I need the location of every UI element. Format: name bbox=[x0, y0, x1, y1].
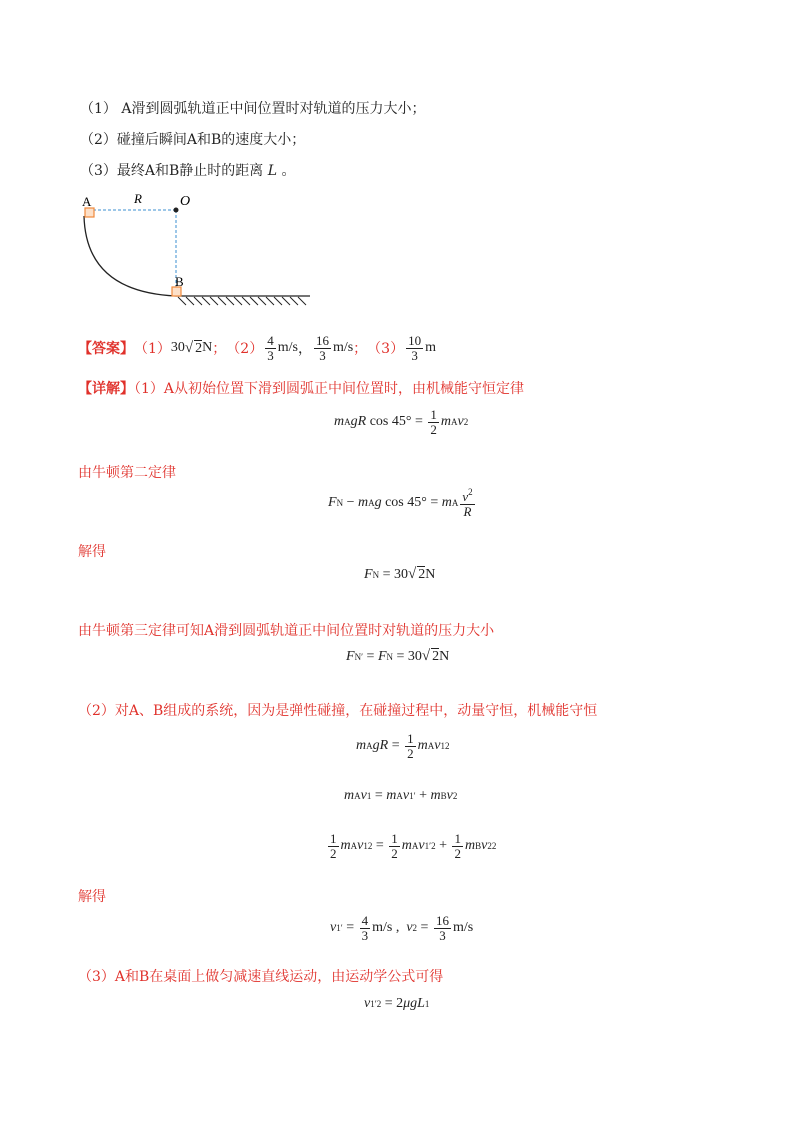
question-3-var: L bbox=[267, 163, 278, 179]
detail-tag: 【详解】 bbox=[78, 381, 134, 397]
detail-line-1: 【详解】（1）A从初始位置下滑到圆弧正中间位置时，由机械能守恒定律 bbox=[78, 381, 525, 397]
question-1: （1） A滑到圆弧轨道正中间位置时对轨道的压力大小； bbox=[80, 101, 426, 117]
question-2: （2）碰撞后瞬间A和B的速度大小； bbox=[80, 132, 306, 148]
answer-line: 【答案】 （1） 30 √ 2 N ； （2） $\frac{4}{3}$ m/s ， $\frac{16}{3}$ m/s ； （3） $\frac{10}{3}$ m bbox=[78, 333, 436, 363]
equation-newton-3: F N ′ = F N = 30 √ 2 N bbox=[346, 648, 450, 664]
equation-energy-2: m A gR = $\frac{1}{2}$ m A v 1 2 bbox=[356, 731, 450, 761]
answer-3-value: $\frac{10}{3}$ m bbox=[408, 333, 436, 363]
question-3-text: （3）最终A和B静止时的距离 bbox=[80, 163, 264, 179]
detail-line-3: 解得 bbox=[78, 544, 106, 560]
question-3-end: 。 bbox=[281, 163, 296, 179]
detail-line-7: （3）A和B在桌面上做匀减速直线运动，由运动学公式可得 bbox=[78, 969, 444, 985]
detail-line-2: 由牛顿第二定律 bbox=[78, 465, 176, 481]
equation-fn-result: F N = 30 √ 2 N bbox=[364, 566, 436, 582]
equation-newton-2: F N − m A g cos 45° = m A $\frac{v^2}{R}$ bbox=[328, 487, 473, 519]
answer-2a-value: $\frac{4}{3}$ m/s bbox=[267, 333, 298, 363]
answer-part-3: （3） bbox=[367, 341, 405, 358]
answer-tag: 【答案】 bbox=[78, 341, 134, 358]
label-b: B bbox=[175, 274, 184, 289]
label-a: A bbox=[82, 194, 92, 209]
label-r: R bbox=[134, 191, 142, 206]
equation-momentum: m A v 1 = m A v 1 ′ + m B v 2 bbox=[344, 788, 458, 803]
track-figure bbox=[78, 188, 318, 308]
answer-1-value: 30 √ 2 N bbox=[170, 339, 213, 356]
question-3 bbox=[80, 160, 296, 180]
block-a bbox=[85, 208, 94, 217]
equation-energy-1: m A gR cos 45° = $\frac{1}{2}$ m A v 2 bbox=[334, 407, 469, 437]
equation-velocities: v 1 ′ = $\frac{4}{3}$ m/s , v 2 = $\frac{16}{3}$ m/s bbox=[330, 913, 474, 943]
detail-line-4: 由牛顿第三定律可知A滑到圆弧轨道正中间位置时对轨道的压力大小 bbox=[78, 623, 495, 639]
answer-part-2: （2） bbox=[226, 341, 264, 358]
detail-line-5: （2）对A、B组成的系统，因为是弹性碰撞，在碰撞过程中，动量守恒，机械能守恒 bbox=[78, 703, 598, 719]
equation-kinetic-energy: $\frac{1}{2}$ m A v 1 2 = $\frac{1}{2}$ m A v 1 ′2 + $\frac{1}{2}$ m B v 2 2 bbox=[330, 831, 497, 861]
center-point-o bbox=[174, 208, 179, 213]
answer-part-1: （1） bbox=[134, 341, 171, 358]
label-o: O bbox=[180, 194, 191, 209]
equation-kinematics: v 1 ′2 = 2 μgL 1 bbox=[364, 996, 430, 1011]
detail-line-6: 解得 bbox=[78, 889, 106, 905]
answer-2b-value: $\frac{16}{3}$ m/s bbox=[315, 333, 354, 363]
ground-hatching bbox=[178, 297, 306, 305]
circular-arc-track bbox=[84, 216, 176, 296]
